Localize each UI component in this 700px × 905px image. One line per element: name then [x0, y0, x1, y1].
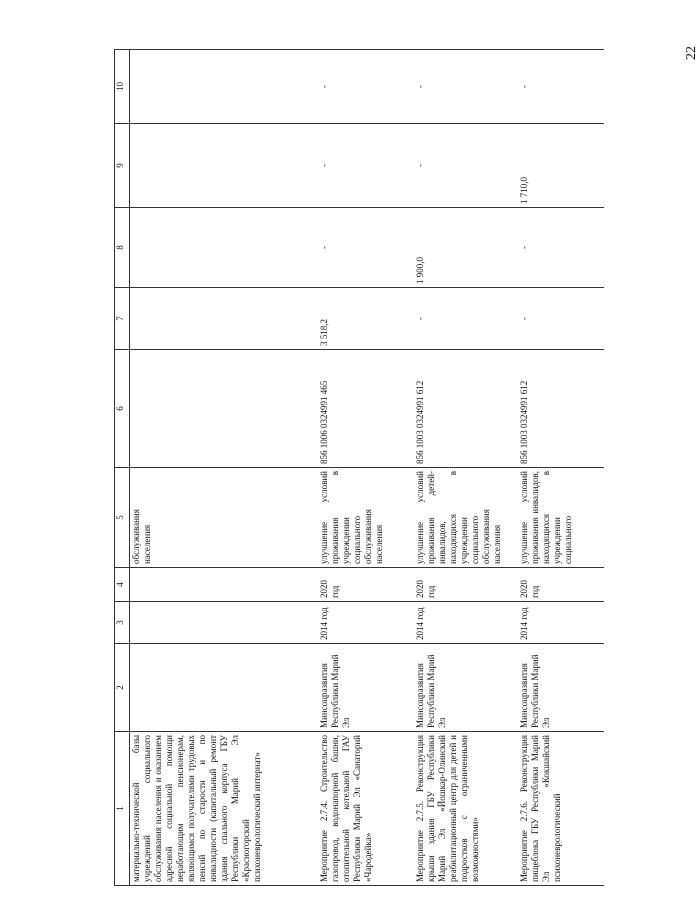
- column-number-row: [115, 50, 130, 886]
- column-number: 8: [115, 208, 130, 288]
- start-year-cell: 2014 год: [414, 602, 518, 644]
- end-year-cell: 2020 год: [414, 568, 518, 602]
- value-cell: 1 710,0: [518, 124, 604, 208]
- result-cell: улучшение условий проживания детей-инвалидов, находящихся в учреждении социального обслуживания населения: [414, 468, 518, 568]
- column-number: 1: [115, 732, 130, 886]
- measure-cell: Мероприятие 2.7.5. Реконструкция крыши здания ГБУ Республики Марий Эл «Йошкар-Олинский реабилитационный центр для детей и подростков с ограниченными возможностями»: [414, 732, 518, 886]
- table-row: [318, 50, 414, 886]
- value-cell: -: [318, 208, 414, 288]
- measure-cell: Мероприятие 2.7.6. Реконструкция пищеблока ГБУ Республики Марий Эл «Кокшайский психоневрологический: [518, 732, 604, 886]
- column-number: 3: [115, 602, 130, 644]
- measure-cell: материально-технической базы учреждений социального обслуживания населения и оказанием адресной социальной помощи неработающим пенсионерам, являющимся получателями трудовых пенсий по старости и по инвалидности (капитальный ремонт здания спального корпуса ГБУ Республики Марий Эл «Красногорский психоневрологический интернат»: [130, 732, 310, 886]
- start-year-cell: 2014 год: [318, 602, 414, 644]
- budget-code-cell: 856 1003 0324991 612: [414, 350, 518, 468]
- value-cell: -: [518, 50, 604, 124]
- table-row: [518, 50, 604, 886]
- value-cell: -: [518, 208, 604, 288]
- value-cell: -: [318, 124, 414, 208]
- value-cell: -: [318, 50, 414, 124]
- executor-cell: Минсоцразвития Республики Марий Эл: [414, 644, 518, 732]
- value-cell: -: [414, 124, 518, 208]
- value-cell: 1 900,0: [414, 208, 518, 288]
- table-row: [414, 50, 518, 886]
- end-year-cell: 2020 год: [518, 568, 604, 602]
- value-cell: 3 518,2: [318, 288, 414, 350]
- column-number: 4: [115, 568, 130, 602]
- column-number: 6: [115, 350, 130, 468]
- page-number: 22: [684, 46, 699, 60]
- table-row-continuation: [130, 50, 310, 886]
- value-cell: -: [414, 50, 518, 124]
- executor-cell: Минсоцразвития Республики Марий Эл: [518, 644, 604, 732]
- end-year-cell: 2020 год: [318, 568, 414, 602]
- column-number: 9: [115, 124, 130, 208]
- measure-cell: Мероприятие 2.7.4. Строительство газопровод, водонапорной башни, отопительной котельной ГАУ Республики Марий Эл «Санаторий «Чародейка»: [318, 732, 414, 886]
- budget-code-cell: 856 1006 0324991 465: [318, 350, 414, 468]
- column-number: 2: [115, 644, 130, 732]
- column-number: 7: [115, 288, 130, 350]
- result-cell: улучшение условий проживания инвалидов, находящихся в учреждении социального: [518, 468, 604, 568]
- value-cell: -: [518, 288, 604, 350]
- column-number: 5: [115, 468, 130, 568]
- value-cell: -: [414, 288, 518, 350]
- executor-cell: Минсоцразвития Республики Марий Эл: [318, 644, 414, 732]
- column-number: 10: [115, 50, 130, 124]
- result-cell: обслуживания населения: [130, 468, 310, 568]
- program-measures-table: [114, 49, 604, 886]
- start-year-cell: 2014 год: [518, 602, 604, 644]
- rotated-table-sheet: [114, 50, 626, 886]
- budget-code-cell: 856 1003 0324991 612: [518, 350, 604, 468]
- result-cell: улучшение условий проживания в учреждении социального обслуживания населения: [318, 468, 414, 568]
